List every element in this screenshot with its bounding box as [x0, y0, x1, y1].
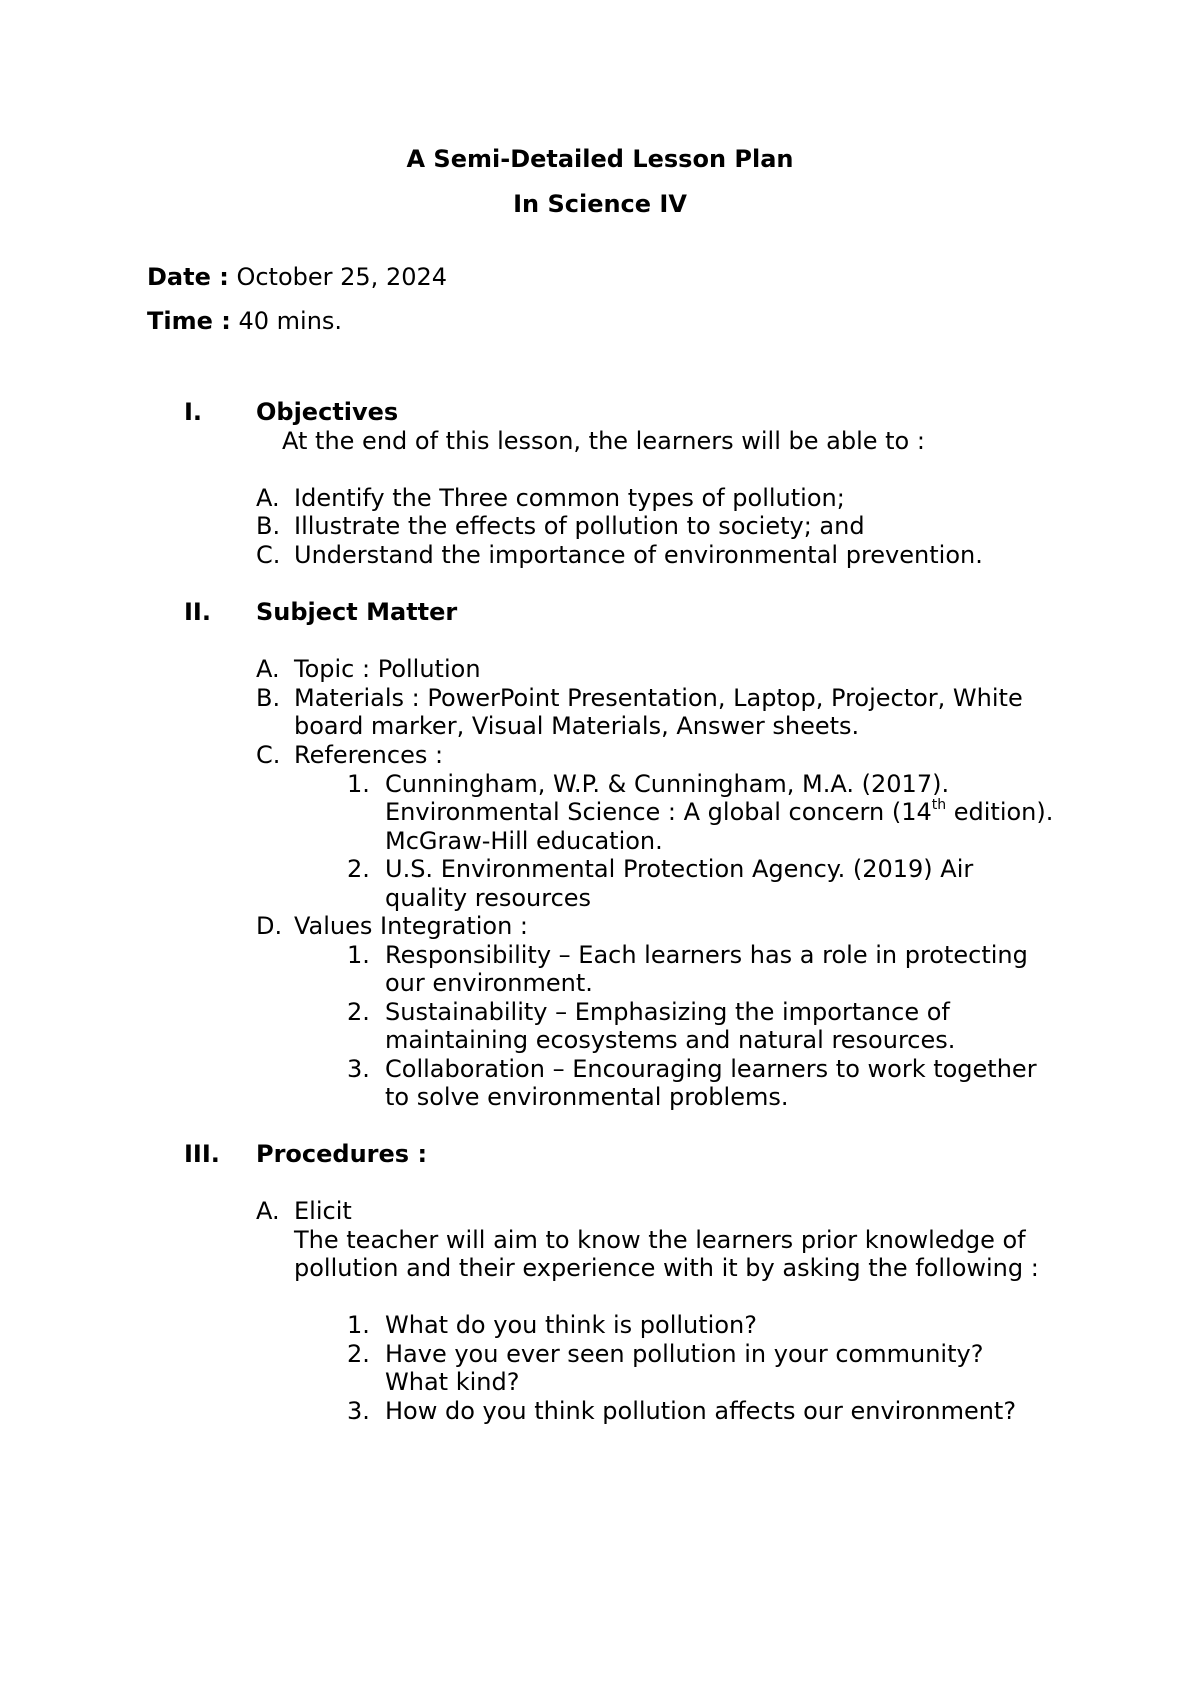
value-line: Responsibility – Each learners has a role in protecting [385, 941, 1028, 969]
value-line: maintaining ecosystems and natural resources. [385, 1026, 956, 1054]
list-marker: 3. [347, 1397, 370, 1425]
list-marker: B. [256, 512, 281, 540]
question-line: Have you ever seen pollution in your community? [385, 1340, 984, 1368]
value-line: to solve environmental problems. [385, 1083, 789, 1111]
values-label: Values Integration : [294, 912, 528, 940]
section-heading-procedures: Procedures : [256, 1140, 428, 1168]
list-marker: 1. [347, 1311, 370, 1339]
section-numeral: I. [184, 398, 203, 426]
date-value: October 25, 2024 [236, 263, 448, 291]
value-line: Collaboration – Encouraging learners to work together [385, 1055, 1037, 1083]
date-line [147, 263, 447, 291]
reference-line: Cunningham, W.P. & Cunningham, M.A. (2017). [385, 770, 950, 798]
question-line: What kind? [385, 1368, 520, 1396]
reference-line: McGraw-Hill education. [385, 827, 663, 855]
elicit-description: The teacher will aim to know the learners prior knowledge of [294, 1226, 1026, 1254]
section-heading-subject-matter: Subject Matter [256, 598, 458, 626]
list-marker: 1. [347, 941, 370, 969]
list-marker: 1. [347, 770, 370, 798]
reference-text: Environmental Science : A global concern (14 [385, 798, 932, 826]
reference-superscript: th [931, 797, 947, 813]
objective-item: Understand the importance of environmental prevention. [294, 541, 983, 569]
materials-line: board marker, Visual Materials, Answer sheets. [294, 712, 860, 740]
list-marker: 3. [347, 1055, 370, 1083]
list-marker: 2. [347, 1340, 370, 1368]
materials-line: Materials : PowerPoint Presentation, Laptop, Projector, White [294, 684, 1023, 712]
reference-line [385, 798, 1053, 826]
objectives-intro: At the end of this lesson, the learners will be able to : [282, 427, 925, 455]
section-numeral: III. [184, 1140, 220, 1168]
list-marker: B. [256, 684, 281, 712]
section-heading-objectives: Objectives [256, 398, 399, 426]
reference-line: U.S. Environmental Protection Agency. (2019) Air [385, 855, 974, 883]
elicit-label: Elicit [294, 1197, 352, 1225]
reference-line: quality resources [385, 884, 592, 912]
time-line [147, 307, 342, 335]
objective-item: Identify the Three common types of pollution; [294, 484, 845, 512]
objective-item: Illustrate the effects of pollution to society; and [294, 512, 865, 540]
list-marker: A. [256, 1197, 280, 1225]
time-label: Time : [147, 307, 231, 335]
value-line: our environment. [385, 969, 593, 997]
question-line: How do you think pollution affects our environment? [385, 1397, 1017, 1425]
list-marker: A. [256, 484, 280, 512]
time-value: 40 mins. [238, 307, 343, 335]
section-numeral: II. [184, 598, 211, 626]
question-line: What do you think is pollution? [385, 1311, 757, 1339]
topic-item: Topic : Pollution [294, 655, 481, 683]
reference-text: edition). [946, 798, 1054, 826]
list-marker: C. [256, 541, 281, 569]
list-marker: D. [256, 912, 283, 940]
value-line: Sustainability – Emphasizing the importance of [385, 998, 950, 1026]
references-label: References : [294, 741, 444, 769]
list-marker: 2. [347, 855, 370, 883]
page-subtitle: In Science IV [513, 190, 687, 218]
date-label: Date : [147, 263, 229, 291]
elicit-description: pollution and their experience with it by asking the following : [294, 1254, 1039, 1282]
list-marker: 2. [347, 998, 370, 1026]
list-marker: C. [256, 741, 281, 769]
page-title: A Semi-Detailed Lesson Plan [406, 145, 794, 173]
list-marker: A. [256, 655, 280, 683]
